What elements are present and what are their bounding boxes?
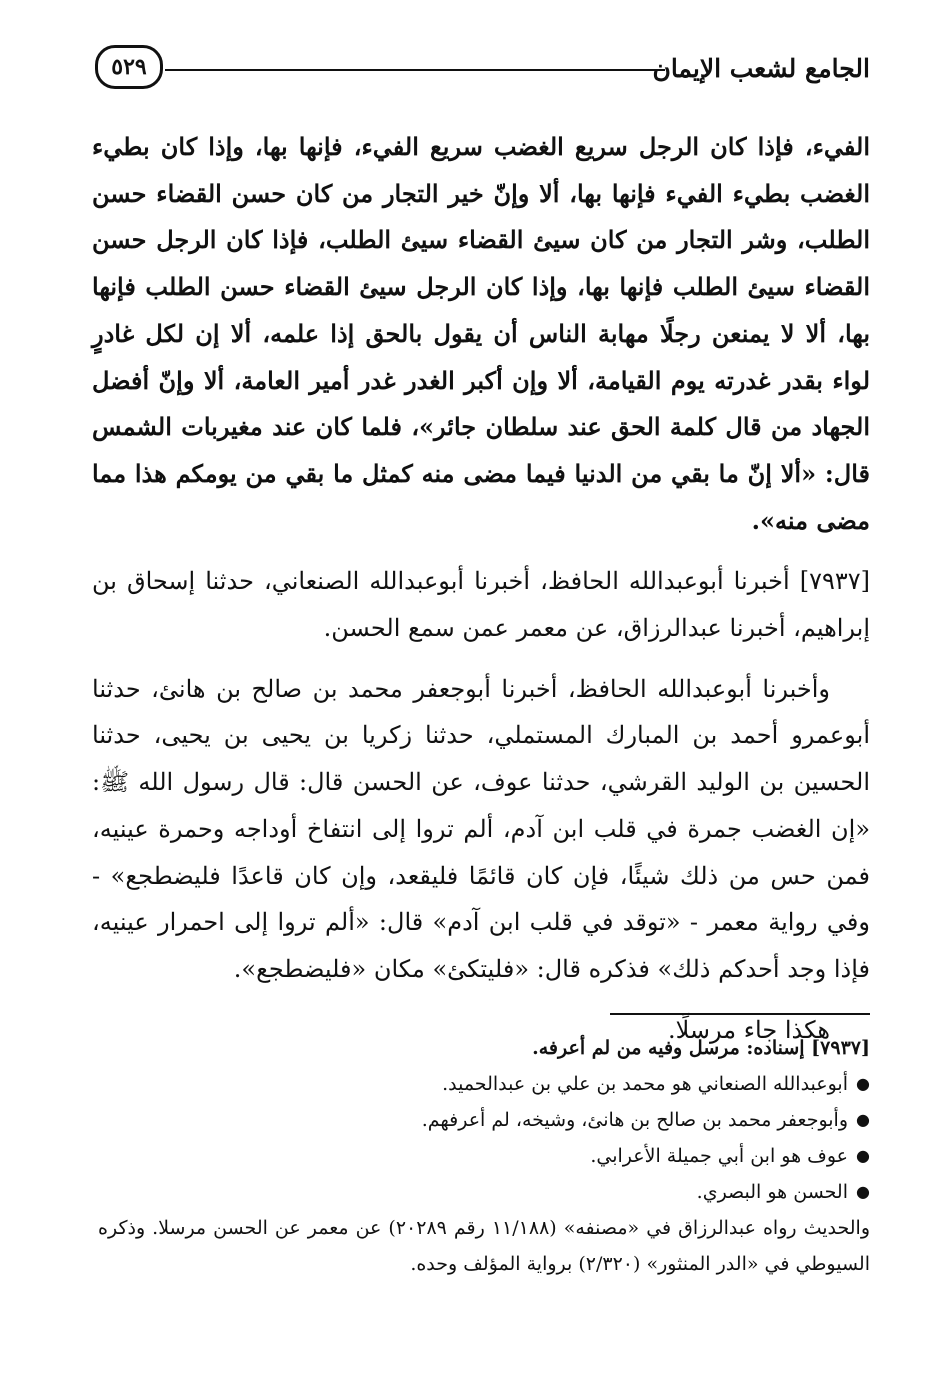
footnote-closing: والحديث رواه عبدالرزاق في «مصنفه» (١١/١٨٨ رقم ٢٠٢٨٩) عن معمر عن الحسن مرسلا. وذكره السيوطي في «الدر المنثور» (٢/٣٢٠) برواية المؤلف وحده. bbox=[98, 1217, 871, 1275]
footnote-item: ● أبوعبدالله الصنعاني هو محمد بن علي بن عبدالحميد. bbox=[98, 1066, 848, 1102]
footnote-item: ● عوف هو ابن أبي جميلة الأعرابي. bbox=[98, 1138, 848, 1174]
header-rule bbox=[165, 69, 665, 71]
page-header bbox=[95, 40, 870, 96]
hadith-continuation-paragraph: الفيء، فإذا كان الرجل سريع الغضب سريع الفيء، فإنها بها، وإذا كان بطيء الغضب بطيء الفيء فإنها بها، ألا وإنّ خير التجار من كان حسن القضاء حسن الطلب، وشر التجار من كان سيئ القضاء سيئ الطلب، فإذا كان الرجل حسن القضاء سيئ الطلب فإنها بها، وإذا كان الرجل سيئ القضاء حسن الطلب فإنها بها، ألا لا يمنعن رجلًا مهابة الناس أن يقول بالحق إذا علمه، ألا إن لكل غادرٍ لواء بقدر غدرته يوم القيامة، ألا وإن أكبر الغدر غدر أمير العامة، ألا وإنّ أفضل الجهاد من قال كلمة الحق عند سلطان جائر»، فلما كان عند مغيربات الشمس قال: «ألا إنّ ما بقي من الدنيا فيما مضى منه كمثل ما بقي من يومكم هذا مما مضى منه». bbox=[92, 132, 870, 535]
bullet-icon: ● bbox=[856, 1074, 870, 1093]
footnote-item: ● الحسن هو البصري. bbox=[98, 1174, 848, 1210]
main-text bbox=[92, 124, 870, 1053]
footnote-list bbox=[98, 1066, 870, 1210]
isnad-paragraph: [٧٩٣٧] أخبرنا أبوعبدالله الحافظ، أخبرنا أبوعبدالله الصنعاني، حدثنا إسحاق بن إبراهيم، أخبرنا عبدالرزاق، عن معمر عمن سمع الحسن. bbox=[92, 567, 871, 643]
hadith-paragraph: وأخبرنا أبوعبدالله الحافظ، أخبرنا أبوجعفر محمد بن صالح بن هانئ، حدثنا أبوعمرو أحمد بن المبارك المستملي، حدثنا زكريا بن يحيى بن يحيى، حدثنا الحسين بن الوليد القرشي، حدثنا عوف، عن الحسن قال: قال رسول الله ﷺ: «إن الغضب جمرة في قلب ابن آدم، ألم تروا إلى انتفاخ أوداجه وحمرة عينيه، فمن حس من ذلك شيئًا، فإن كان قائمًا فليقعد، وإن كان قاعدًا فليضطجع» - وفي رواية معمر - «توقد في قلب ابن آدم» قال: «ألم تروا إلى احمرار عينيه، فإذا وجد أحدكم ذلك» فذكره قال: «فليتكئ» مكان «فليضطجع». bbox=[92, 674, 870, 983]
footnote-isnad: [٧٩٣٧] إسناده: مرسل وفيه من لم أعرفه. bbox=[532, 1037, 870, 1059]
footnotes bbox=[98, 1030, 870, 1282]
bullet-icon: ● bbox=[856, 1182, 870, 1201]
mursal-note: هكذا جاء مرسلًا. bbox=[667, 1015, 830, 1044]
running-title: الجامع لشعب الإيمان bbox=[652, 54, 870, 83]
footnote-item: ● وأبوجعفر محمد بن صالح بن هانئ، وشيخه، لم أعرفهم. bbox=[98, 1102, 848, 1138]
page-number: ٥٢٩ bbox=[111, 54, 147, 80]
page-number-badge bbox=[95, 45, 163, 89]
footnote-separator bbox=[610, 1013, 870, 1015]
bullet-icon: ● bbox=[856, 1146, 870, 1165]
bullet-icon: ● bbox=[856, 1110, 870, 1129]
